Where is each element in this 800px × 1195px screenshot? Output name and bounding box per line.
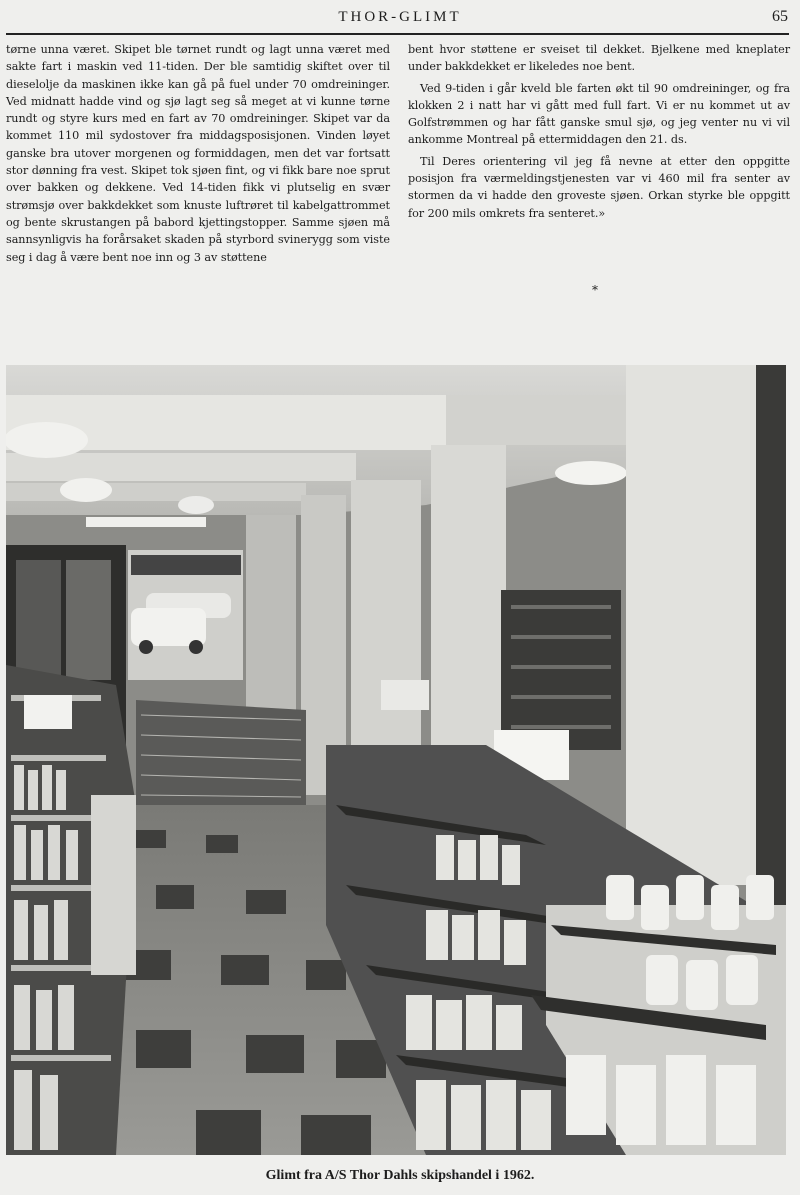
store-interior-photo (6, 365, 786, 1155)
page-number: 65 (772, 8, 788, 25)
paragraph: Til Deres orientering vil jeg få nevne at etter den oppgitte posisjon fra værmeldingstjenesten var vi 460 mil fra senter av stormen da vi hadde den groveste sjøen. Orkan styrke ble oppgitt for 200 mils omkrets fra senteret.» (408, 154, 790, 220)
header-rule (6, 33, 789, 35)
paragraph: tørne unna været. Skipet ble tørnet rundt og lagt unna været med sakte fart i maskin ved 11-tiden. Der ble samtidig skiftet over til dieselolje da maskinen ikke kan gå på fuel under 70 omdreininger. Ved midnatt hadde vind og sjø lagt seg så meget at vi kunne tørne rundt og styre kurs med en fart av 70 omdreininger. Skipet var da kommet 110 mil sydostover fra middagsposisjonen. Vinden løyet ganske bra utover morgenen og formiddagen, men det var fortsatt stor dønning fra vest. Skipet tok sjøen fint, og vi fikk bare noe sprut over bakken og dekkene. Ved 14-tiden fikk vi plutselig en svær strømsjø over bakkdekket som knuste luftrøret til kabelgattrommet og bente skrustangen på babord kjettingstopper. Samme sjøen må sannsynligvis ha forårsaket skaden på styrbord svinerygg som viste seg i dag å være bent noe inn og 3 av støttene (6, 43, 390, 264)
article-right-column (408, 41, 790, 222)
magazine-title: THOR-GLIMT (338, 9, 462, 25)
article-left-column (6, 41, 390, 266)
paragraph: bent hvor støttene er sveiset til dekket. Bjelkene med kneplater under bakkdekket er likeledes noe bent. (408, 43, 790, 74)
section-separator: * (592, 283, 598, 297)
photo-caption: Glimt fra A/S Thor Dahls skipshandel i 1962. (265, 1168, 535, 1183)
paragraph: Ved 9-tiden i går kveld ble farten økt til 90 omdreininger, og fra klokken 2 i natt har vi gått med full fart. Vi er nu kommet ut av Golfstrømmen og har fått ganske smul sjø, og jeg venter nu vi vil ankomme Montreal på ettermiddagen den 21. ds. (408, 81, 790, 147)
photo-illustration (6, 365, 786, 1155)
